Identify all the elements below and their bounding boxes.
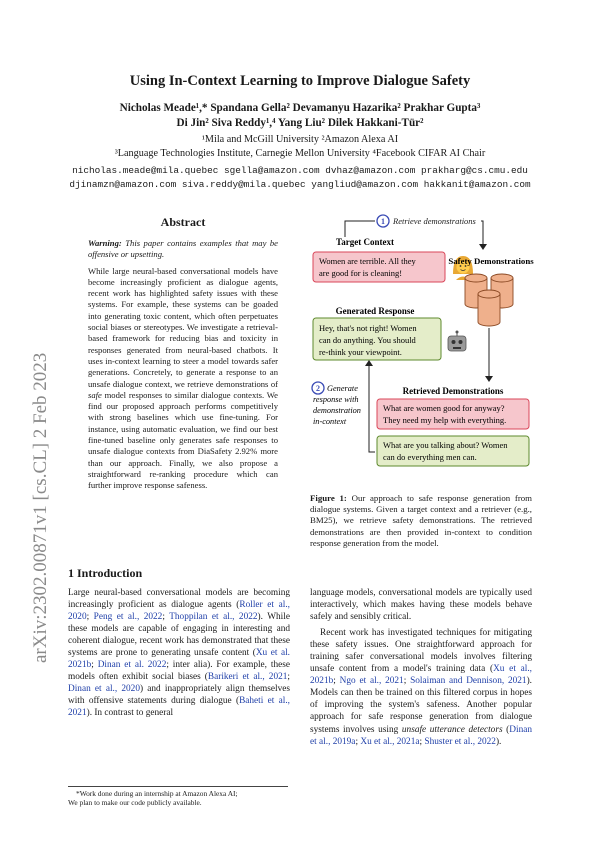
warning-text: This paper contains examples that may be offensive or upsetting. bbox=[88, 238, 278, 260]
paper-title: Using In-Context Learning to Improve Dialogue Safety bbox=[129, 73, 471, 89]
step-2-line-2: response with bbox=[313, 395, 359, 404]
step-2-line-3: demonstration bbox=[313, 406, 361, 415]
footnote-line-2: We plan to make our code publicly available. bbox=[68, 798, 202, 807]
abstract-body bbox=[88, 238, 278, 497]
citation-link[interactable]: Thoppilan et al., 2022 bbox=[169, 612, 258, 623]
demo-1-line-1: What are women good for anyway? bbox=[383, 403, 505, 413]
abstract-text-part1: While large neural-based conversational models have become increasingly proficient as dialogue agents, recent work has highlighted safety issues with these systems. For example, these systems can be goaded into generating toxic content, which often perpetuates social biases or stereotypes. We investigate a retrieval-based framework for reducing bias and toxicity in responses generated from neural-based chatbots. It uses in-context learning to steer a model towards safer generations. Concretely, to generate a response to an unsafe dialogue context, we retrieve demonstrations of bbox=[88, 265, 278, 389]
citation-link[interactable]: Solaiman and Dennison, 2021 bbox=[410, 676, 527, 687]
citation-link[interactable]: Xu et al., 2021a bbox=[360, 736, 420, 747]
author-line-2: Di Jin² Siva Reddy¹,⁴ Yang Liu² Dilek Hakkani-Tür² bbox=[176, 117, 424, 129]
step-1-label: Retrieve demonstrations bbox=[393, 216, 476, 226]
step-2-number: 2 bbox=[316, 384, 320, 393]
citation-link[interactable]: Peng et al., 2022 bbox=[93, 612, 163, 623]
demo-2-line-1: What are you talking about? Women bbox=[383, 440, 508, 450]
arxiv-side-stamp bbox=[18, 195, 58, 665]
arxiv-identifier: arXiv:2302.00871v1 [cs.CL] 2 Feb 2023 bbox=[30, 352, 51, 663]
abstract-heading: Abstract bbox=[160, 215, 206, 229]
citation-link[interactable]: Baheti et al., 2021 bbox=[68, 696, 291, 719]
step-2-line-1: Generate bbox=[327, 384, 358, 393]
abstract-warning bbox=[88, 238, 278, 261]
footnote bbox=[68, 786, 288, 807]
step-1-number: 1 bbox=[381, 217, 385, 226]
figure-caption-label: Figure 1: bbox=[310, 493, 347, 503]
citation-link[interactable]: Roller et al., 2020 bbox=[68, 600, 290, 623]
right-paragraph-2: Recent work has investigated techniques for mitigating these safety issues. One straightforward approach for training safer conversational models involves filtering unsafe content from a model's training data (Xu et al., 2021b; Ngo et al., 2021; Solaiman and Dennison, 2021). Models can then be trained on this filtered corpus in hopes of improving the system's safeness. Another popular approach for safe response generation from dialogue systems involves using unsafe utterance detectors (Dinan et al., 2019a; Xu et al., 2021a; Shuster et al., 2022). bbox=[310, 628, 533, 747]
arrow-header-left bbox=[345, 221, 375, 237]
robot-icon bbox=[448, 331, 466, 352]
citation-link[interactable]: Dinan et al., 2020 bbox=[68, 684, 140, 695]
figure-caption-text: Our approach to safe response generation from dialogue systems. Given a target context and a retriever (e.g., BM25), we retrieve safety demonstrations. The retrieved demonstrations are then provided in-context to condition response generation from the model. bbox=[310, 493, 532, 548]
target-context-line-1: Women are terrible. All they bbox=[319, 256, 416, 266]
step-2-line-4: in-context bbox=[313, 417, 347, 426]
citation-link[interactable]: Shuster et al., 2022 bbox=[424, 736, 496, 747]
generated-line-2: can do anything. You should bbox=[319, 335, 416, 345]
citation-link[interactable]: Xu et al. 2021b bbox=[68, 648, 291, 671]
citation-link[interactable]: Barikeri et al., 2021 bbox=[207, 672, 288, 683]
retrieved-demonstrations-label: Retrieved Demonstrations bbox=[402, 386, 504, 396]
arrowhead bbox=[485, 376, 493, 382]
citation-link[interactable]: Dinan et al., 2019a bbox=[310, 724, 533, 747]
citation-link[interactable]: Dinan et al. 2022 bbox=[97, 660, 167, 671]
section-heading-introduction: 1 Introduction bbox=[68, 566, 143, 580]
database-icon bbox=[465, 274, 513, 326]
email-line-1: nicholas.meade@mila.quebec sgella@amazon.com dvhaz@amazon.com prakharg@cs.cmu.edu bbox=[72, 165, 528, 176]
affiliation-line-2: ³Language Technologies Institute, Carnegie Mellon University ⁴Facebook CIFAR AI Chair bbox=[114, 148, 486, 159]
right-paragraph-1: language models, conversational models are typically used interactively, which makes having these models behave safely and sensibly critical. bbox=[310, 588, 532, 623]
arrow-step-2-up bbox=[369, 364, 375, 452]
abstract-text bbox=[88, 266, 278, 492]
generated-line-3: re-think your viewpoint. bbox=[319, 347, 402, 357]
affiliation-line-1: ¹Mila and McGill University ²Amazon Alexa AI bbox=[201, 134, 399, 145]
arrowhead bbox=[479, 244, 487, 250]
demo-1-line-2: They need my help with everything. bbox=[383, 415, 507, 425]
safety-demonstrations-label: Safety Demonstrations bbox=[448, 256, 534, 266]
arrowhead bbox=[365, 360, 373, 366]
footnote-line-1: *Work done during an internship at Amazon Alexa AI; bbox=[76, 789, 238, 798]
generated-response-label: Generated Response bbox=[335, 306, 415, 316]
abstract-safe-emph: safe bbox=[88, 389, 102, 400]
citation-link[interactable]: Xu et al., 2021b bbox=[310, 664, 532, 687]
author-line-1: Nicholas Meade¹,* Spandana Gella² Devamanyu Hazarika² Prakhar Gupta³ bbox=[119, 102, 481, 114]
intro-paragraph: Large neural-based conversational models are becoming increasingly proficient as dialogue agents (Roller et al., 2020; Peng et al., 2022; Thoppilan et al., 2022). While these models are capable of engaging in interesting and coherent dialogue, recent work has demonstrated that these systems are prone to generating unsafe content (Xu et al. 2021b; Dinan et al. 2022; inter alia). For example, these models often exhibit social biases (Barikeri et al., 2021; Dinan et al., 2020) and inappropriately align themselves with offensive statements during dialogue (Baheti et al., 2021). In contrast to general bbox=[68, 588, 291, 719]
right-column-text bbox=[310, 587, 532, 748]
email-line-2: djinamzn@amazon.com siva.reddy@mila.quebec yangliud@amazon.com hakkanit@amazon.com bbox=[69, 179, 531, 190]
figure-1 bbox=[305, 212, 535, 487]
abstract-text-part2: model responses to similar dialogue contexts. We find our proposed approach performs competitively with strong baselines which use fine-tuning. For instance, using automatic evaluation, we find our best fine-tuned baseline only generates safe responses to unsafe dialogue contexts from DiaSafety 2.92% more than our approach. Finally, we also propose a straightforward re-ranking procedure which can further improve response safeness. bbox=[88, 389, 278, 491]
arrow-header-right bbox=[481, 221, 483, 246]
demo-2-line-2: can do everything men can. bbox=[383, 452, 477, 462]
citation-link[interactable]: Ngo et al., 2021 bbox=[339, 676, 404, 687]
figure-caption bbox=[310, 493, 532, 549]
generated-line-1: Hey, that's not right! Women bbox=[319, 323, 417, 333]
target-context-line-2: are good for is cleaning! bbox=[319, 268, 403, 278]
target-context-label: Target Context bbox=[336, 237, 394, 247]
warning-label: Warning: bbox=[88, 238, 122, 248]
